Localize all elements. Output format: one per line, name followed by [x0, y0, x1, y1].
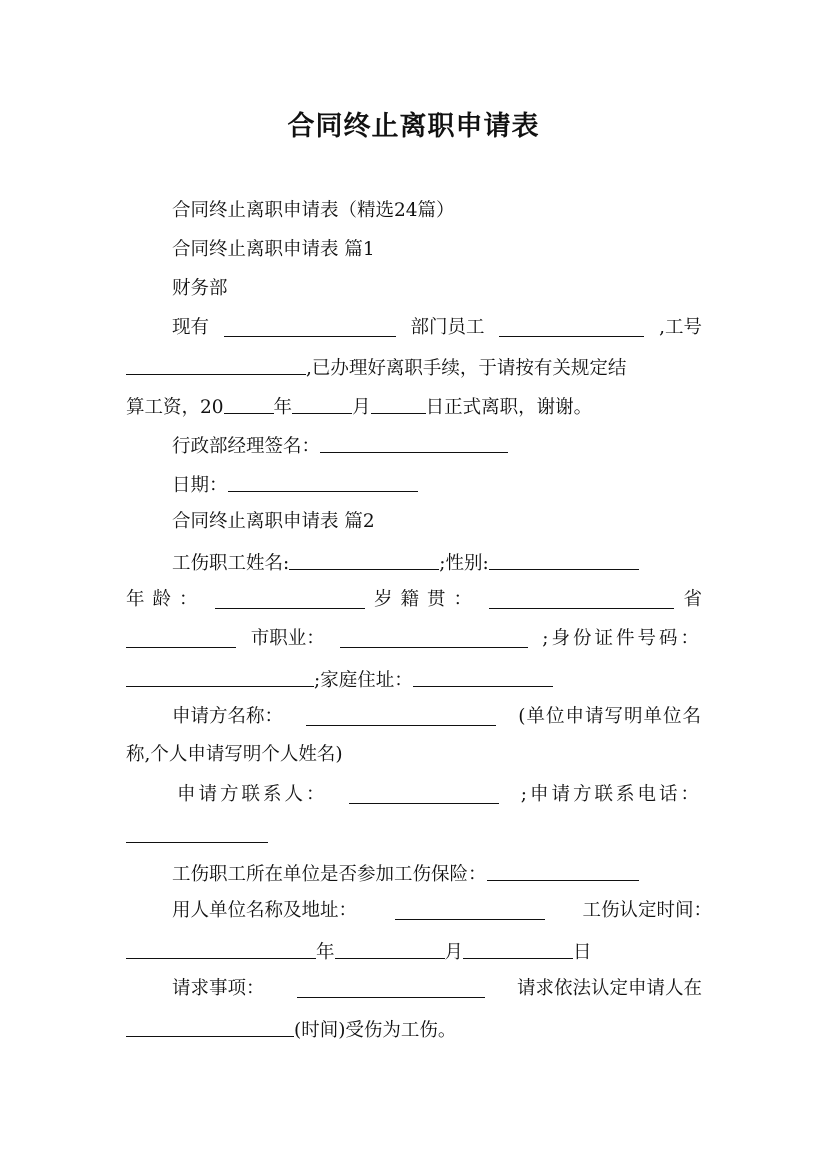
blank-field — [340, 630, 528, 648]
blank-field — [395, 902, 545, 920]
text: (单位申请写明单位名 — [518, 706, 702, 727]
intro-line: 合同终止离职申请表（精选24篇） — [172, 200, 455, 221]
applicant-note-line: 称,个人申请写明个人姓名) — [126, 744, 343, 765]
procedure-line — [126, 357, 626, 379]
text: 月 — [444, 942, 464, 963]
recognition-date-line — [126, 941, 592, 963]
document-title: 合同终止离职申请表 — [287, 111, 540, 142]
blank-field — [487, 863, 639, 881]
section2-heading: 合同终止离职申请表 篇2 — [172, 511, 375, 532]
text: ;家庭住址： — [314, 670, 413, 691]
request-end-line — [126, 1019, 456, 1041]
blank-field — [489, 591, 674, 609]
text: 申请方名称： — [172, 706, 284, 727]
text: ;申请方联系电话： — [520, 784, 702, 805]
text: 省 — [683, 589, 702, 610]
blank-field — [371, 396, 426, 414]
text: ,工号 — [659, 317, 702, 338]
phone-line — [126, 825, 268, 847]
blank-field — [215, 591, 365, 609]
blank-field — [489, 552, 639, 570]
text: 行政部经理签名： — [172, 436, 321, 457]
request-line — [172, 980, 702, 999]
department-line: 财务部 — [172, 278, 228, 299]
blank-field — [335, 941, 445, 959]
text: 工伤认定时间： — [582, 900, 712, 921]
name-gender-line — [172, 552, 639, 574]
text: 申请方联系人： — [177, 784, 328, 805]
section1-heading: 合同终止离职申请表 篇1 — [172, 239, 375, 260]
blank-field — [224, 319, 396, 337]
text: 请求事项： — [172, 978, 265, 999]
blank-field — [126, 357, 306, 375]
blank-field — [499, 319, 644, 337]
blank-field — [297, 980, 485, 998]
text: ;身份证件号码： — [542, 628, 702, 649]
blank-field — [320, 435, 508, 453]
contact-line — [177, 786, 702, 805]
blank-field — [126, 630, 236, 648]
applicant-line — [172, 708, 702, 727]
blank-field — [292, 396, 352, 414]
blank-field — [228, 474, 418, 492]
blank-field — [463, 941, 573, 959]
insurance-line — [172, 863, 639, 885]
text: 市职业： — [250, 628, 325, 649]
blank-field — [413, 669, 553, 687]
text: 现有 — [172, 317, 210, 338]
blank-field — [306, 708, 496, 726]
text: 年龄： — [126, 589, 206, 610]
text: ,已办理好离职手续，于请按有关规定结 — [306, 358, 627, 379]
text: 工伤职工姓名: — [172, 553, 290, 574]
text: 部门员工 — [410, 317, 485, 338]
employee-line — [172, 319, 702, 338]
blank-field — [349, 786, 499, 804]
text: 年 — [273, 397, 293, 418]
text: 日 — [573, 942, 592, 963]
age-native-line — [126, 591, 702, 610]
text: 年 — [316, 942, 335, 963]
blank-field — [224, 396, 274, 414]
text: 用人单位名称及地址： — [172, 900, 358, 921]
text: 请求依法认定申请人在 — [516, 978, 702, 999]
signature-line — [172, 435, 508, 457]
employer-line — [172, 902, 712, 921]
text: 岁籍贯： — [373, 589, 480, 610]
date-line — [172, 474, 418, 496]
blank-field — [126, 941, 316, 959]
text: 算工资，20 — [126, 397, 224, 418]
text: 工伤职工所在单位是否参加工伤保险： — [172, 864, 487, 885]
text: ;性别: — [439, 553, 489, 574]
blank-field — [126, 825, 268, 843]
text: 日期： — [172, 475, 228, 496]
address-line — [126, 669, 553, 691]
blank-field — [289, 552, 439, 570]
blank-field — [126, 1019, 294, 1037]
blank-field — [126, 669, 314, 687]
settlement-line — [126, 396, 592, 418]
city-id-line — [126, 630, 702, 649]
text: 月 — [352, 397, 371, 418]
text: (时间)受伤为工伤。 — [294, 1020, 457, 1041]
text: 日正式离职，谢谢。 — [425, 397, 593, 418]
